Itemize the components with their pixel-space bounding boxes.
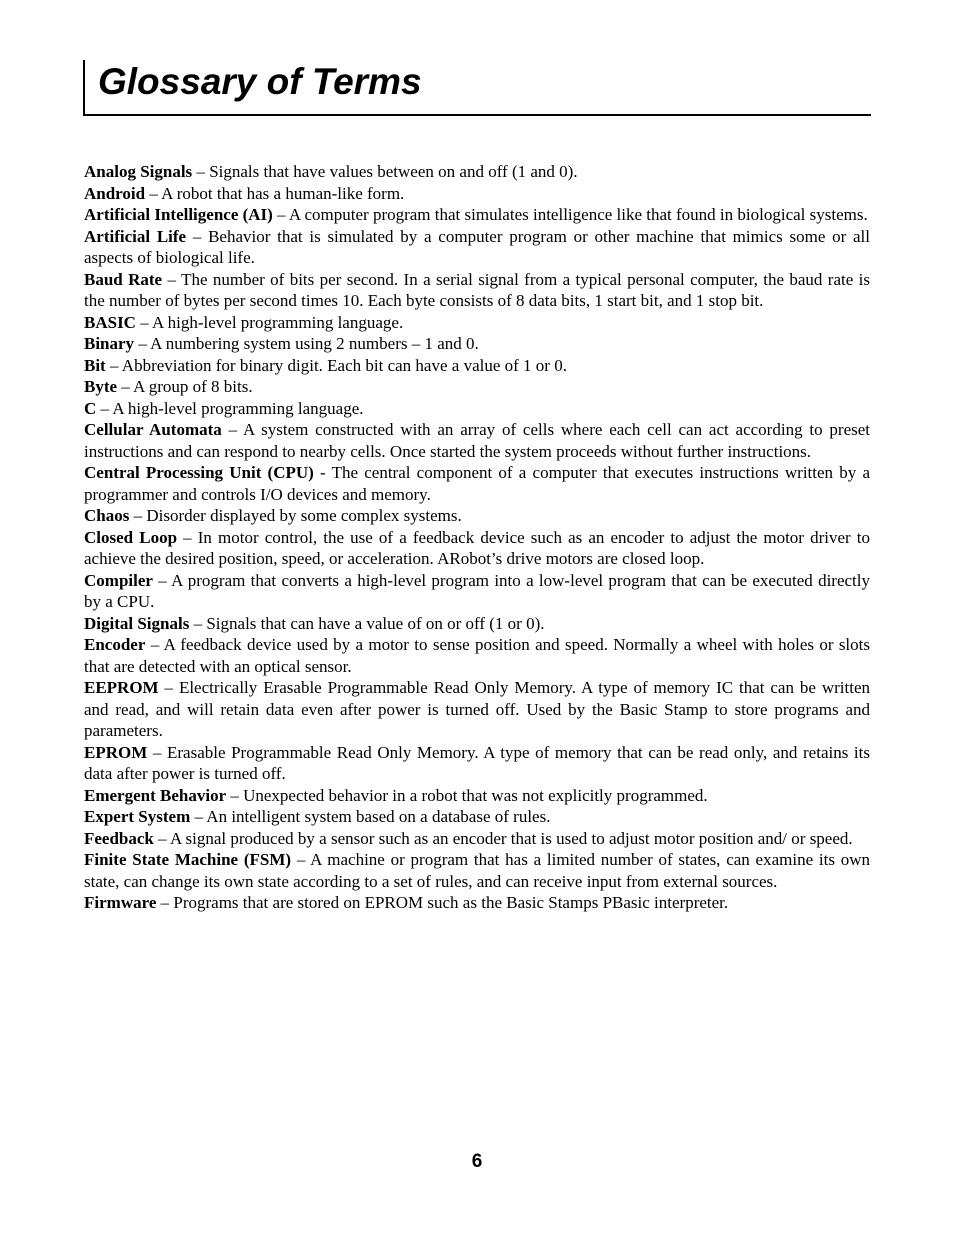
glossary-entry bbox=[84, 462, 870, 505]
glossary-definition: Unexpected behavior in a robot that was not explicitly programmed. bbox=[243, 785, 708, 805]
glossary-term: Bit bbox=[84, 355, 106, 375]
glossary-term: Emergent Behavior bbox=[84, 785, 227, 805]
glossary-entry bbox=[84, 527, 870, 570]
glossary-definition: Signals that can have a value of on or off (1 or 0). bbox=[206, 613, 545, 633]
glossary-term: EPROM bbox=[84, 742, 148, 762]
glossary-entry bbox=[84, 183, 870, 205]
glossary-entry bbox=[84, 505, 870, 527]
glossary-term: Firmware bbox=[84, 893, 157, 912]
glossary-separator: – bbox=[134, 334, 151, 353]
page-title: Glossary of Terms bbox=[98, 61, 422, 102]
glossary-definition: An intelligent system based on a database of rules. bbox=[206, 807, 551, 826]
glossary-entry bbox=[84, 419, 870, 462]
glossary-term: Central Processing Unit (CPU) bbox=[84, 463, 314, 482]
glossary-separator: – bbox=[158, 678, 179, 697]
glossary-entry bbox=[84, 742, 870, 785]
glossary-entry bbox=[84, 613, 870, 635]
glossary-entry bbox=[84, 785, 870, 807]
glossary-entry bbox=[84, 892, 870, 914]
glossary-separator: – bbox=[156, 893, 174, 912]
glossary-separator: – bbox=[186, 226, 209, 246]
glossary-term: Chaos bbox=[84, 506, 130, 525]
glossary-separator: – bbox=[145, 635, 164, 654]
glossary-entry bbox=[84, 204, 870, 226]
glossary-definition: Erasable Programmable Read Only Memory. A type of memory that can be read only, and retains its data after power is turned off. bbox=[84, 742, 870, 783]
glossary-definition: The number of bits per second. In a serial signal from a typical personal computer, the baud rate is the number of bytes per second times 10. Each byte consists of 8 data bits, 1 start bit, and 1 stop bit. bbox=[84, 269, 870, 310]
glossary-definition: Behavior that is simulated by a computer program or other machine that mimics some or all aspects of biological life. bbox=[84, 226, 870, 267]
glossary-separator: – bbox=[189, 613, 207, 633]
glossary-term: Byte bbox=[84, 377, 118, 396]
glossary-definition: The central component of a computer that executes instructions written by a programmer and controls I/O devices and memory. bbox=[84, 463, 870, 504]
glossary-term: EEPROM bbox=[84, 678, 159, 697]
glossary-term: BASIC bbox=[84, 312, 136, 332]
glossary-separator: – bbox=[152, 570, 172, 590]
glossary-definition: A machine or program that has a limited number of states, can examine its own state, can change its own state according to a set of rules, and can receive input from external sources. bbox=[84, 850, 870, 891]
glossary-entry bbox=[84, 570, 870, 613]
glossary-entry bbox=[84, 634, 870, 677]
glossary-separator: – bbox=[147, 742, 167, 762]
glossary-entry bbox=[84, 355, 870, 377]
glossary-entry bbox=[84, 849, 870, 892]
glossary-term: Android bbox=[84, 183, 146, 203]
glossary-definition: A high-level programming language. bbox=[152, 312, 404, 332]
glossary-term: Feedback bbox=[84, 828, 154, 848]
glossary-definition: Electrically Erasable Programmable Read Only Memory. A type of memory IC that can be written and read, and will retain data even after power is turned off. Used by the Basic Stamp to store programs and parameters. bbox=[84, 678, 870, 740]
glossary-term: Finite State Machine (FSM) bbox=[84, 850, 292, 869]
glossary-separator: – bbox=[221, 420, 243, 439]
glossary-term: Analog Signals bbox=[84, 162, 193, 181]
glossary-term: Expert System bbox=[84, 807, 191, 826]
glossary-definition: In motor control, the use of a feedback device such as an encoder to adjust the motor driver to achieve the desired position, speed, or acceleration. ARobot’s drive motors are closed loop. bbox=[84, 527, 870, 568]
glossary-separator: – bbox=[190, 807, 207, 826]
glossary-separator: – bbox=[145, 183, 162, 203]
glossary-entry bbox=[84, 828, 870, 850]
glossary-definition: Disorder displayed by some complex systems. bbox=[146, 506, 462, 525]
glossary-separator: – bbox=[135, 312, 153, 332]
glossary-separator: – bbox=[105, 355, 122, 375]
glossary-term: Artificial Intelligence (AI) bbox=[84, 205, 273, 224]
glossary-definition: A program that converts a high-level program into a low-level program that can be executed directly by a CPU. bbox=[84, 570, 871, 611]
glossary-definition: A computer program that simulates intelligence like that found in biological systems. bbox=[288, 205, 868, 224]
glossary-entry bbox=[84, 333, 870, 355]
glossary-entry bbox=[84, 269, 870, 312]
glossary-definition: A feedback device used by a motor to sense position and speed. Normally a wheel with holes or slots that are detected with an optical sensor. bbox=[84, 635, 870, 676]
glossary-term: Binary bbox=[84, 334, 135, 353]
glossary-term: Closed Loop bbox=[84, 527, 178, 547]
glossary-separator: - bbox=[313, 463, 332, 482]
page-number: 6 bbox=[471, 1151, 483, 1172]
glossary-entry bbox=[84, 312, 870, 334]
glossary-definition: A system constructed with an array of cells where each cell can act according to preset instructions and can respond to nearby cells. Once started the system proceeds without further instructions. bbox=[84, 420, 871, 461]
glossary-separator: – bbox=[192, 162, 210, 181]
glossary-separator: – bbox=[153, 828, 170, 848]
glossary-separator: – bbox=[162, 269, 182, 289]
glossary-term: Encoder bbox=[84, 635, 146, 654]
glossary-entry bbox=[84, 677, 870, 742]
glossary-definition: A high-level programming language. bbox=[112, 398, 364, 418]
glossary-term: Compiler bbox=[84, 570, 153, 590]
glossary-term: Baud Rate bbox=[84, 269, 163, 289]
glossary-entry bbox=[84, 226, 870, 269]
glossary-separator: – bbox=[226, 785, 244, 805]
glossary-term: Digital Signals bbox=[84, 613, 190, 633]
glossary-definition: Signals that have values between on and off (1 and 0). bbox=[209, 162, 578, 181]
glossary-separator: – bbox=[291, 850, 311, 869]
glossary-separator: – bbox=[96, 398, 113, 418]
glossary-separator: – bbox=[129, 506, 147, 525]
glossary-definition: Programs that are stored on EPROM such as the Basic Stamps PBasic interpreter. bbox=[173, 893, 729, 912]
glossary-separator: – bbox=[272, 205, 289, 224]
glossary-entry bbox=[84, 376, 870, 398]
glossary-definition: A robot that has a human-like form. bbox=[161, 183, 405, 203]
glossary-definition: A numbering system using 2 numbers – 1 and 0. bbox=[150, 334, 479, 353]
glossary-entry bbox=[84, 161, 870, 183]
glossary-definition: A signal produced by a sensor such as an encoder that is used to adjust motor position and/ or speed. bbox=[169, 828, 853, 848]
glossary-separator: – bbox=[177, 527, 198, 547]
glossary-definition: A group of 8 bits. bbox=[133, 377, 253, 396]
page-header bbox=[83, 60, 871, 116]
glossary-entry bbox=[84, 806, 870, 828]
glossary-term: Cellular Automata bbox=[84, 420, 222, 439]
glossary-list bbox=[84, 161, 870, 914]
glossary-entry bbox=[84, 398, 870, 420]
glossary-separator: – bbox=[117, 377, 134, 396]
glossary-term: C bbox=[84, 398, 97, 418]
glossary-term: Artificial Life bbox=[84, 226, 187, 246]
glossary-definition: Abbreviation for binary digit. Each bit can have a value of 1 or 0. bbox=[121, 355, 567, 375]
